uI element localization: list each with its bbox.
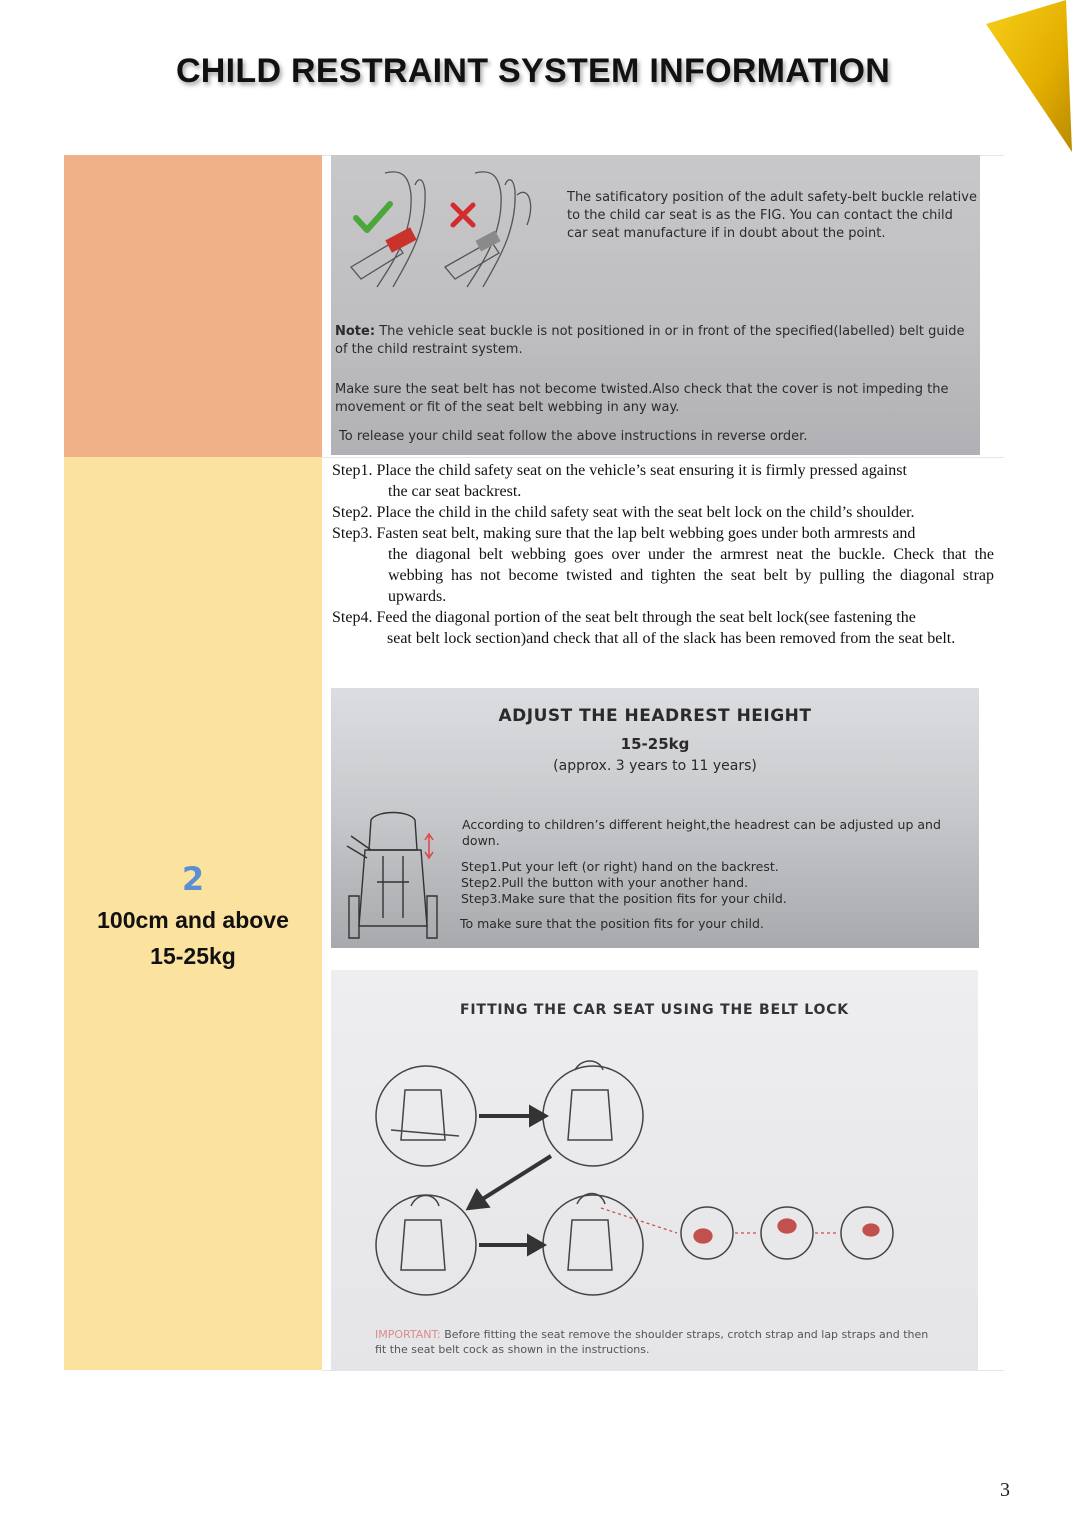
buckle-position-text: The satificatory position of the adult safety-belt buckle relative to the child car seat is as the FIG. You can contact the child car seat manufacture if in doubt about the point. xyxy=(567,190,977,241)
fitting-step-circle xyxy=(543,1195,643,1295)
step-4-continued: seat belt lock section)and check that all of the slack has been removed from the seat belt. xyxy=(387,630,956,647)
group-info xyxy=(64,902,322,974)
step-2 xyxy=(332,502,994,523)
step-1 xyxy=(332,460,994,502)
step-4 xyxy=(332,607,994,649)
headrest-description: According to children’s different height,the headrest can be adjusted up and down. xyxy=(462,817,941,848)
note-text xyxy=(335,323,975,359)
note-label: Note: xyxy=(335,324,376,339)
headrest-step-3: Step3.Make sure that the position fits for your child. xyxy=(461,891,787,906)
important-label: IMPORTANT: xyxy=(375,1328,441,1341)
car-seat-illustration xyxy=(337,806,447,946)
fitting-step-circle xyxy=(543,1066,643,1166)
fitting-steps xyxy=(332,460,994,649)
group-weight: 15-25kg xyxy=(150,943,236,969)
headrest-heading: ADJUST THE HEADREST HEIGHT xyxy=(498,706,812,726)
step-1-text: Step1. Place the child safety seat on the vehicle’s seat ensuring it is firmly pressed against xyxy=(332,462,907,479)
page-number: 3 xyxy=(1000,1479,1010,1501)
group-number: 2 xyxy=(181,860,205,898)
headrest-age-range: (approx. 3 years to 11 years) xyxy=(553,758,757,774)
step-2-text: Step2. Place the child in the child safety seat with the seat belt lock on the child’s shoulder. xyxy=(332,504,915,521)
step-4-text: Step4. Feed the diagonal portion of the seat belt through the seat belt lock(see fastening the xyxy=(332,609,916,626)
headrest-ensure-text: To make sure that the position fits for your child. xyxy=(460,916,764,931)
important-note xyxy=(375,1327,935,1357)
headrest-step-2: Step2.Pull the button with your another hand. xyxy=(461,875,749,890)
step-1-continued: the car seat backrest. xyxy=(388,483,522,500)
headrest-weight: 15-25kg xyxy=(620,735,690,753)
step-3 xyxy=(332,523,994,607)
important-text: Before fitting the seat remove the shoulder straps, crotch strap and lap straps and then fit the seat belt cock as shown in the instructions. xyxy=(375,1328,929,1356)
table-rule xyxy=(322,457,1004,458)
cross-icon xyxy=(449,201,477,229)
step-3-continued: the diagonal belt webbing goes over under the armrest neat the buckle. Check that the webbing has not become twisted and tighten the seat belt by pulling the diagonal strap upwards. xyxy=(388,546,994,605)
twist-warning-text: Make sure the seat belt has not become twisted.Also check that the cover is not impeding the movement or fit of the seat belt webbing in any way. xyxy=(335,382,949,415)
step-3-text: Step3. Fasten seat belt, making sure that the lap belt webbing goes under both armrests and xyxy=(332,525,916,542)
headrest-step-1: Step1.Put your left (or right) hand on the backrest. xyxy=(461,859,779,874)
fitting-step-circle xyxy=(376,1066,476,1166)
group-height: 100cm and above xyxy=(97,907,289,933)
headrest-adjust-photo xyxy=(331,688,979,948)
page-title: CHILD RESTRAINT SYSTEM INFORMATION xyxy=(175,52,891,90)
checkmark-icon xyxy=(353,200,393,236)
belt-buckle-position-photo xyxy=(331,155,980,455)
belt-lock-fitting-diagram xyxy=(331,1040,978,1320)
release-instructions-text: To release your child seat follow the above instructions in reverse order. xyxy=(339,429,808,444)
fitting-step-circle xyxy=(376,1195,476,1295)
category-cell-orange xyxy=(64,155,322,457)
table-rule xyxy=(322,1370,1004,1371)
belt-lock-fitting-photo xyxy=(331,970,978,1370)
belt-lock-heading: FITTING THE CAR SEAT USING THE BELT LOCK xyxy=(460,1002,849,1018)
note-body: The vehicle seat buckle is not positioned in or in front of the specified(labelled) belt guide of the child restraint system. xyxy=(335,324,965,357)
